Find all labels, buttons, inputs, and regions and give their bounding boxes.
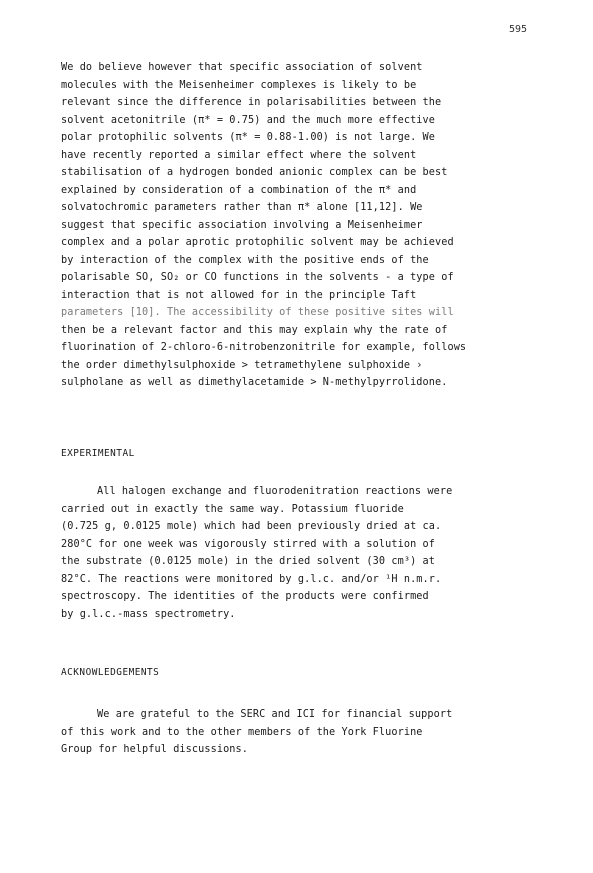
discussion-line-7: stabilisation of a hydrogen bonded anionic complex can be best — [61, 167, 448, 178]
discussion-line-13: polarisable SO, SO₂ or CO functions in the solvents - a type of — [61, 272, 454, 283]
discussion-line-19: sulpholane as well as dimethylacetamide > N-methylpyrrolidone. — [61, 377, 448, 388]
discussion-line-18: the order dimethylsulphoxide > tetramethylene sulphoxide › — [61, 359, 423, 371]
experimental-line-5: the substrate (0.0125 mole) in the dried solvent (30 cm³) at — [61, 556, 436, 567]
discussion-line-12: by interaction of the complex with the positive ends of the — [61, 254, 429, 266]
acknowledgements-line-1: We are grateful to the SERC and ICI for financial support — [97, 709, 453, 720]
discussion-line-17: fluorination of 2-chloro-6-nitrobenzonitrile for example, follows — [61, 342, 467, 353]
discussion-line-6: have recently reported a similar effect where the solvent — [61, 149, 417, 161]
discussion-line-11: complex and a polar aprotic protophilic solvent may be achieved — [61, 237, 454, 248]
experimental-line-6: 82°C. The reactions were monitored by g.l.c. and/or ¹H n.m.r. — [61, 573, 442, 585]
discussion-line-10: suggest that specific association involving a Meisenheimer — [61, 219, 423, 231]
discussion-line-9: solvatochromic parameters rather than π* alone [11,12]. We — [61, 202, 423, 213]
acknowledgements-line-3: Group for helpful discussions. — [61, 744, 249, 755]
page-number: 595 — [509, 24, 528, 35]
experimental-line-3: (0.725 g, 0.0125 mole) which had been previously dried at ca. — [61, 521, 442, 532]
experimental-heading: EXPERIMENTAL — [61, 448, 135, 459]
experimental-line-7: spectroscopy. The identities of the products were confirmed — [61, 591, 429, 602]
discussion-paragraph — [61, 59, 541, 392]
acknowledgements-line-2: of this work and to the other members of the York Fluorine — [61, 726, 423, 738]
discussion-line-5: polar protophilic solvents (π* = 0.88-1.00) is not large. We — [61, 132, 436, 143]
experimental-line-4: 280°C for one week was vigorously stirred with a solution of — [61, 538, 436, 550]
discussion-line-3: relevant since the difference in polarisabilities between the — [61, 97, 442, 108]
discussion-line-15: parameters [10]. The accessibility of these positive sites will — [61, 307, 454, 318]
experimental-line-1: All halogen exchange and fluorodenitration reactions were — [97, 486, 453, 497]
discussion-line-8: explained by consideration of a combination of the π* and — [61, 184, 417, 196]
experimental-paragraph — [61, 483, 541, 623]
discussion-line-2: molecules with the Meisenheimer complexes is likely to be — [61, 79, 417, 91]
acknowledgements-paragraph — [61, 706, 541, 759]
discussion-line-16: then be a relevant factor and this may explain why the rate of — [61, 324, 448, 336]
discussion-line-4: solvent acetonitrile (π* = 0.75) and the much more effective — [61, 114, 436, 126]
experimental-line-8: by g.l.c.-mass spectrometry. — [61, 608, 236, 620]
discussion-line-1: We do believe however that specific association of solvent — [61, 62, 423, 73]
acknowledgements-heading: ACKNOWLEDGEMENTS — [61, 667, 160, 678]
experimental-line-2: carried out in exactly the same way. Potassium fluoride — [61, 503, 404, 515]
discussion-line-14: interaction that is not allowed for in the principle Taft — [61, 289, 417, 301]
